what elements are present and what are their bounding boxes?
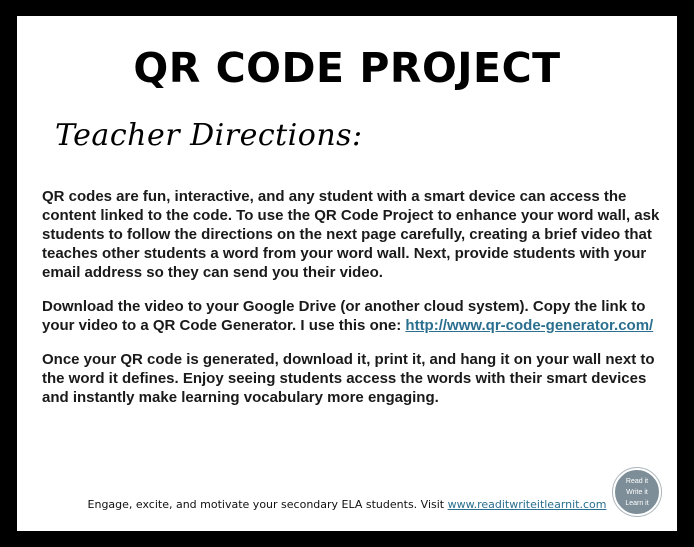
footer-text: Engage, excite, and motivate your secondary ELA students. Visit xyxy=(87,498,448,511)
page-title: QR CODE PROJECT xyxy=(133,44,561,92)
svg-text:Write it: Write it xyxy=(626,489,648,496)
directions-body xyxy=(42,187,662,422)
paragraph-finish: Once your QR code is generated, download it, print it, and hang it on your wall next to the word it defines. Enjoy seeing students access the words with their smart devices and instantly make learning vocabulary more engaging. xyxy=(42,351,655,406)
svg-text:Read it: Read it xyxy=(625,478,649,485)
svg-text:Learn it: Learn it xyxy=(625,500,649,507)
qr-generator-link[interactable]: http://www.qr-code-generator.com/ xyxy=(405,317,654,334)
website-link[interactable]: www.readitwriteitlearnit.com xyxy=(447,498,607,511)
paragraph-intro: QR codes are fun, interactive, and any student with a smart device can access the content linked to the code. To use the QR Code Project to enhance your word wall, ask students to follow the directions on the next page carefully, creating a brief video that teaches other students a word from your word wall. Next, provide students with your email address so they can send you their video. xyxy=(42,188,660,281)
page-footer xyxy=(17,499,677,510)
page-subtitle: Teacher Directions: xyxy=(55,118,363,153)
document-page xyxy=(17,16,677,531)
paragraph-download-text: Download the video to your Google Drive (or another cloud system). Copy the link to your video to a QR Code Generator. I use this one: xyxy=(42,298,646,334)
paragraph-download xyxy=(42,297,662,335)
